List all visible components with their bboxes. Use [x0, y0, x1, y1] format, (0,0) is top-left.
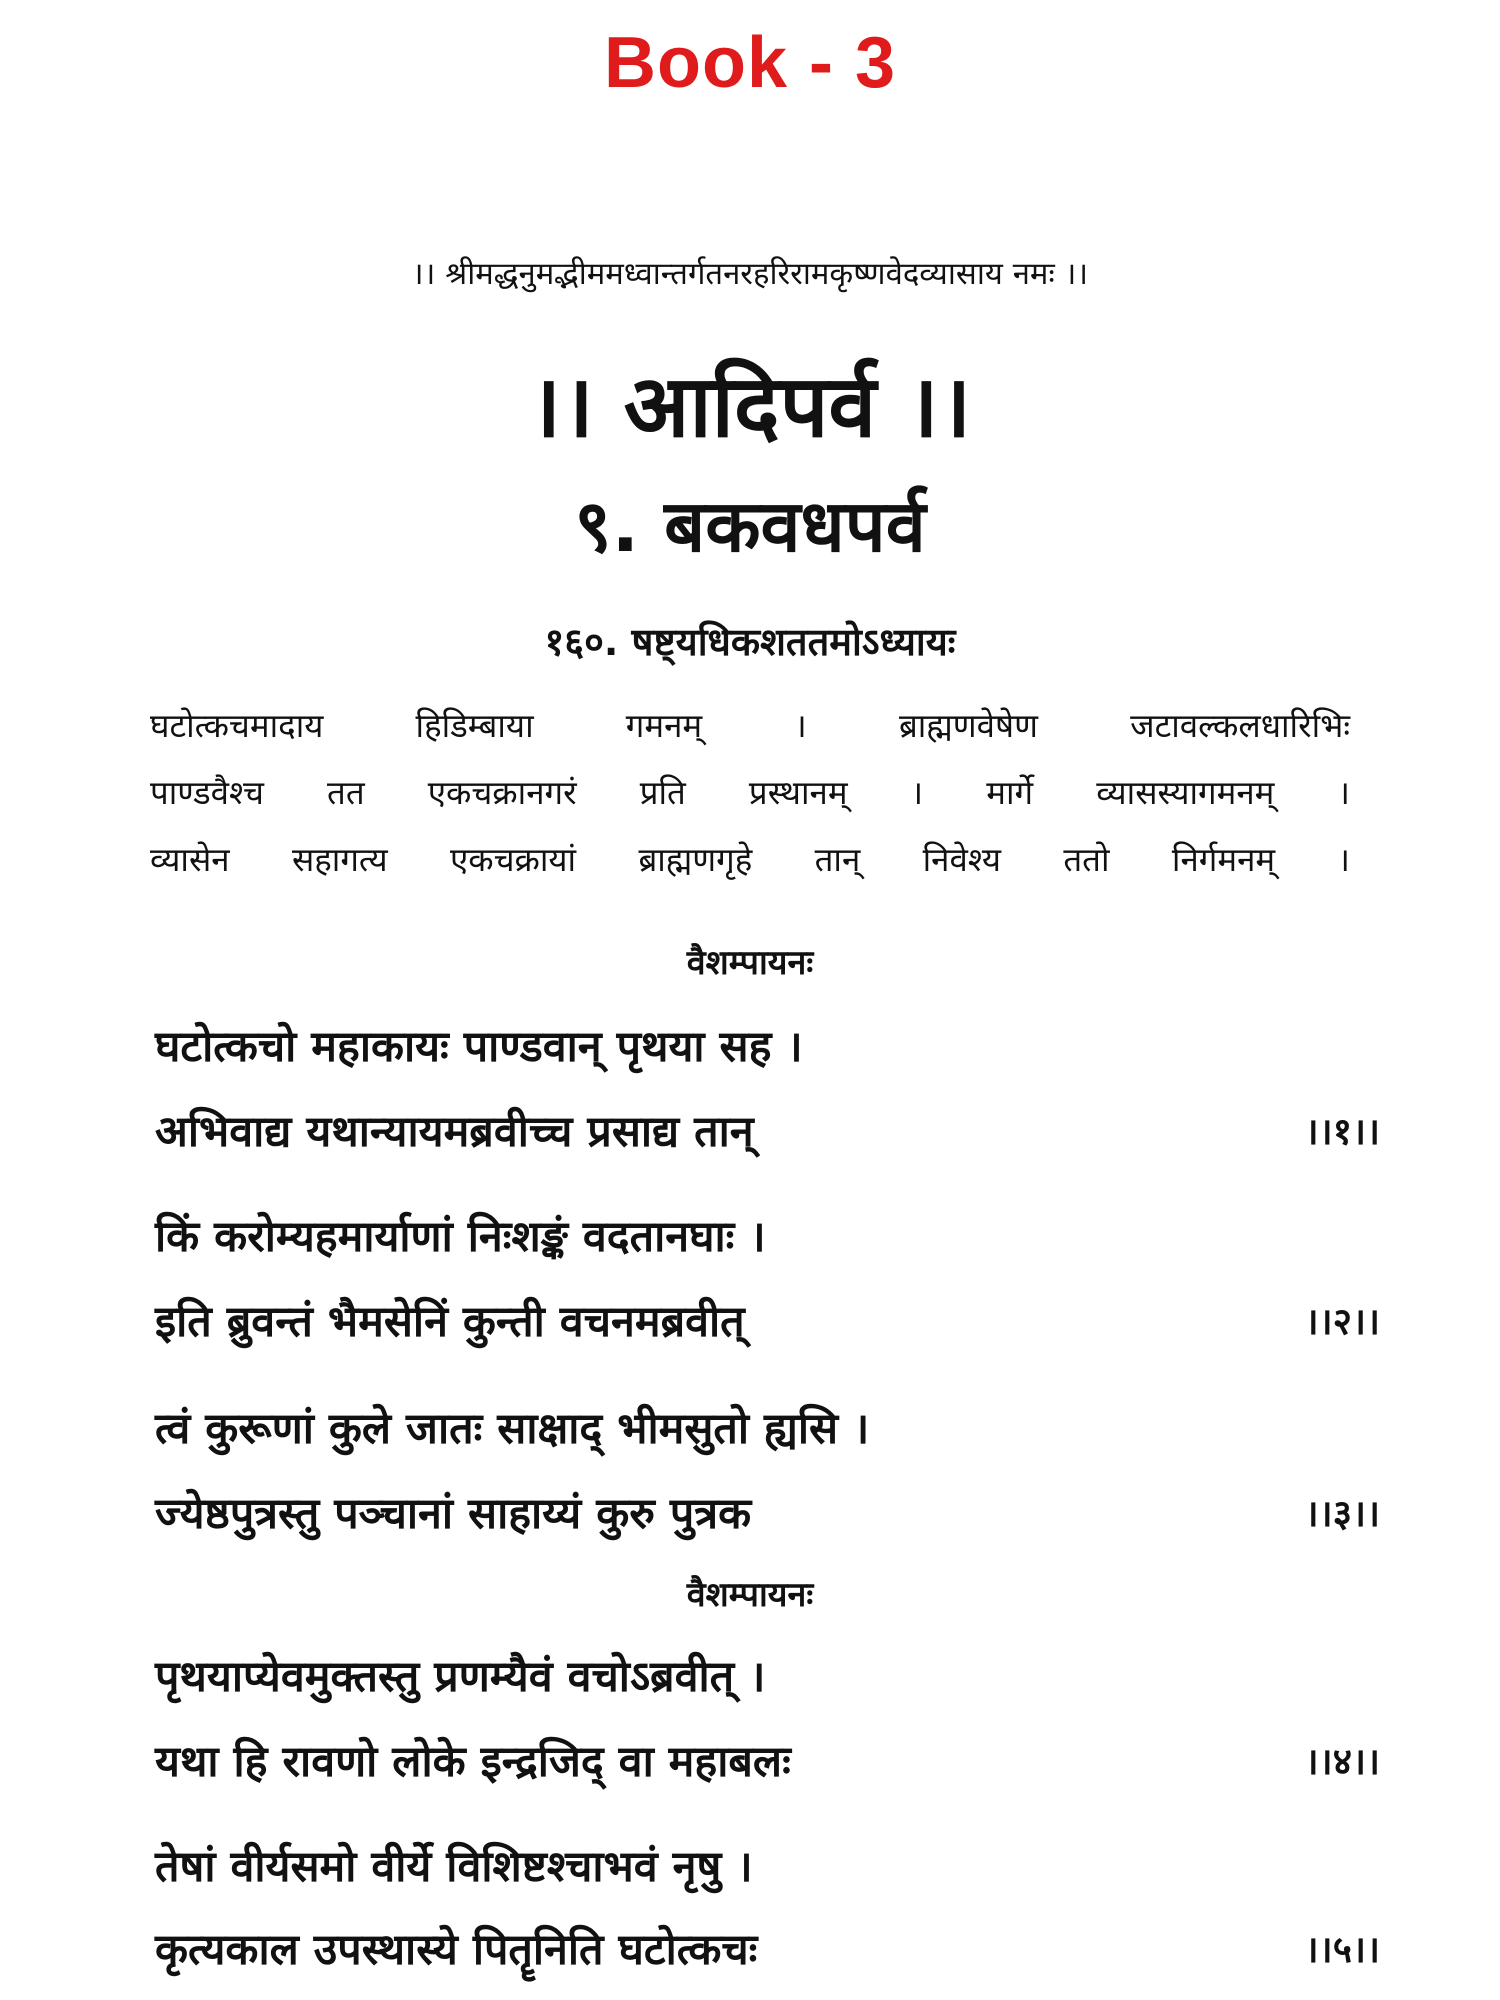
verse-number: ।।३।। [1250, 1486, 1380, 1537]
verse-number: ।।१।। [1250, 1104, 1380, 1155]
verse-line: किं करोम्यहमार्याणां निःशङ्कं वदतानघाः । [155, 1205, 1375, 1264]
chapter-summary [150, 692, 1350, 893]
summary-line: पाण्डवैश्च तत एकचक्रानगरं प्रति प्रस्थानम् । मार्गे व्यासस्यागमनम् । [150, 759, 1350, 826]
verse-line: पृथयाप्येवमुक्तस्तु प्रणम्यैवं वचोऽब्रवीत् । [155, 1645, 1375, 1704]
summary-line: व्यासेन सहागत्य एकचक्रायां ब्राह्मणगृहे तान् निवेश्य ततो निर्गमनम् । [150, 826, 1350, 893]
invocation-line: ।। श्रीमद्धनुमद्भीममध्वान्तर्गतनरहरिरामकृष्णवेदव्यासाय नमः ।। [0, 252, 1500, 294]
book-label: Book - 3 [0, 22, 1500, 104]
speaker-heading: वैशम्पायनः [0, 938, 1500, 984]
speaker-heading: वैशम्पायनः [0, 1570, 1500, 1616]
verse-number: ।।५।। [1250, 1922, 1380, 1973]
verse-line: अभिवाद्य यथान्यायमब्रवीच्च प्रसाद्य तान् [155, 1100, 1375, 1159]
verse-line: यथा हि रावणो लोके इन्द्रजिद् वा महाबलः [155, 1730, 1375, 1789]
verse-line: ज्येष्ठपुत्रस्तु पञ्चानां साहाय्यं कुरु पुत्रक [155, 1482, 1375, 1541]
parva-title: ।। आदिपर्व ।। [0, 345, 1500, 462]
verse-line: घटोत्कचो महाकायः पाण्डवान् पृथया सह । [155, 1015, 1375, 1074]
chapter-title: १६०. षष्ट्यधिकशततमोऽध्यायः [0, 615, 1500, 667]
verse-line: तेषां वीर्यसमो वीर्ये विशिष्टश्चाभवं नृषु । [155, 1835, 1375, 1894]
summary-line: घटोत्कचमादाय हिडिम्बाया गमनम् । ब्राह्मणवेषेण जटावल्कलधारिभिः [150, 692, 1350, 759]
verse-number: ।।४।। [1250, 1734, 1380, 1785]
verse-line: इति ब्रुवन्तं भैमसेनिं कुन्ती वचनमब्रवीत् [155, 1290, 1375, 1349]
verse-line: कृत्यकाल उपस्थास्ये पितॄनिति घटोत्कचः [155, 1918, 1375, 1977]
verse-line: त्वं कुरूणां कुले जातः साक्षाद् भीमसुतो ह्यसि । [155, 1397, 1375, 1456]
verse-number: ।।२।। [1250, 1294, 1380, 1345]
subparva-title: ९. बकवधपर्व [0, 475, 1500, 573]
